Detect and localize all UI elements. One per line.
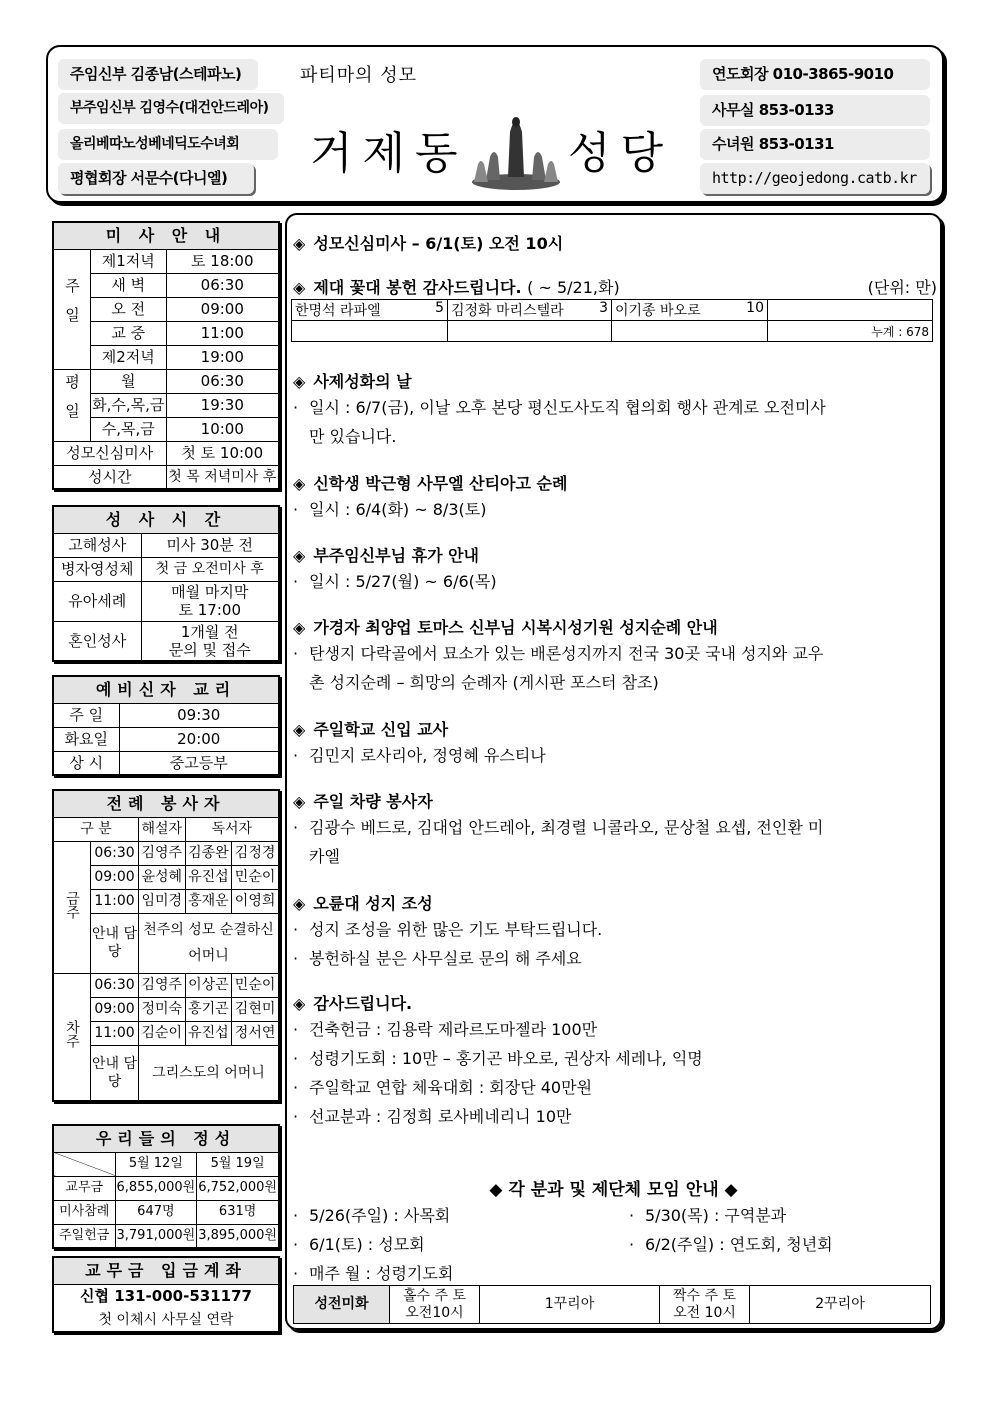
title-left: 거제동	[310, 128, 468, 179]
sunday-label: 주일	[53, 249, 91, 369]
cleaning-duty-table	[293, 1285, 931, 1324]
commentator-header: 해설자	[139, 817, 186, 841]
flower-donor: 한명석 라파엘 5	[292, 300, 448, 321]
account-note: 첫 이체시 사무실 연락	[53, 1308, 279, 1332]
notices-panel	[285, 213, 942, 1330]
convent-contact: 수녀원 853-0131	[700, 129, 930, 160]
flower-donor: 김정화 마리스텔라 3	[448, 300, 612, 321]
notice-bullet: · 김민지 로사리아, 정영혜 유스티나	[293, 746, 546, 765]
mass-name: 월	[91, 369, 167, 393]
catechumen-value: 09:30	[119, 703, 279, 727]
weekday-label: 평일	[53, 369, 91, 441]
guide-value: 그리스도의 어머니	[139, 1045, 280, 1101]
sacrament-name: 유아세례	[53, 581, 141, 621]
offering-value: 3,791,000원	[115, 1224, 197, 1248]
mass-name: 새 벽	[91, 273, 167, 297]
notice-heading: ◈ 사제성화의 날	[293, 372, 412, 391]
commentator: 정미숙	[139, 997, 186, 1021]
notice-bullet: · 성지 조성을 위한 많은 기도 부탁드립니다. · 봉헌하실 분은 사무실로 문의 해 주세요	[293, 920, 603, 968]
bulletin-header	[46, 45, 944, 203]
commentator: 임미경	[139, 889, 186, 913]
fatima-statue-logo	[466, 102, 566, 192]
time: 06:30	[91, 973, 139, 997]
council-label: 평협회장 서문수(다니엘)	[58, 163, 254, 194]
col-date: 5월 12일	[115, 1152, 197, 1176]
catechumen-day: 주 일	[53, 703, 119, 727]
offering-name: 미사참례	[53, 1200, 115, 1224]
flower-empty	[768, 300, 933, 321]
this-week-label: 금주	[53, 841, 91, 973]
mass-name: 화,수,목,금	[91, 393, 167, 417]
sacrament-value: 첫 금 오전미사 후	[141, 557, 279, 581]
mass-name: 오 전	[91, 297, 167, 321]
time: 11:00	[91, 1021, 139, 1045]
catechumen-table	[52, 675, 280, 776]
flower-empty	[292, 321, 448, 342]
reader: 이상곤	[185, 973, 232, 997]
mass-time: 첫 목 저녁미사 후	[166, 465, 279, 489]
meetings-list: · 5/26(주일) : 사목회 · 5/30(목) : 구역분과 · 6/1(토) : 성모회 · 6/2(주일) : 연도회, 청년회 · 매주 월 : 성령기도회	[293, 1206, 833, 1283]
sacraments-table	[52, 505, 280, 662]
time: 11:00	[91, 889, 139, 913]
catechumen-value: 20:00	[119, 727, 279, 751]
liturgy-ministers-table	[52, 789, 280, 1102]
reader: 민순이	[232, 973, 279, 997]
sacrament-name: 혼인성사	[53, 621, 141, 661]
sacraments-title: 성 사 시 간	[53, 506, 279, 533]
reader: 홍기곤	[185, 997, 232, 1021]
flower-total: 누계 : 678	[768, 321, 933, 342]
reader-header: 독서자	[185, 817, 279, 841]
mass-time: 19:00	[166, 345, 279, 369]
offering-value: 647명	[115, 1200, 197, 1224]
ministers-title: 전례 봉사자	[53, 790, 279, 817]
time: 09:00	[91, 865, 139, 889]
division-header: 구 분	[53, 817, 139, 841]
notice-heading: ◈ 주일 차량 봉사자	[293, 792, 433, 811]
mass-name: 교 중	[91, 321, 167, 345]
notice-bullet: · 탄생지 다락골에서 묘소가 있는 배론성지까지 전국 30곳 국내 성지와 교우 촌 성지순례 – 희망의 순례자 (게시판 포스터 참조)	[293, 644, 824, 692]
offering-value: 631명	[197, 1200, 279, 1224]
flower-empty	[612, 321, 768, 342]
diagonal-cell	[53, 1152, 115, 1176]
odd-week-group: 1꾸리아	[480, 1286, 660, 1324]
sacrament-value-line2: 문의 및 접수	[168, 640, 251, 659]
time: 06:30	[91, 841, 139, 865]
meetings-title: ◆ 각 분과 및 제단체 모임 안내 ◆	[489, 1180, 738, 1200]
flower-offering-table	[291, 299, 933, 342]
mass-time: 토 18:00	[166, 249, 279, 273]
notice-heading: ◈ 신학생 박근형 사무엘 산티아고 순례	[293, 474, 568, 493]
pastor-label: 주임신부 김종남(스테파노)	[58, 59, 258, 90]
sacrament-name: 병자영성체	[53, 557, 141, 581]
notice-heading: ◈ 부주임신부님 휴가 안내	[293, 546, 480, 565]
mass-time: 06:30	[166, 369, 279, 393]
mass-name: 성시간	[53, 465, 166, 489]
even-week-group: 2꾸리아	[750, 1286, 931, 1324]
catechumen-day: 화요일	[53, 727, 119, 751]
notice-heading: ◈ 주일학교 신입 교사	[293, 720, 449, 739]
reader: 김종완	[185, 841, 232, 865]
sacrament-value-line1: 1개월 전	[180, 622, 239, 641]
reader: 김현미	[232, 997, 279, 1021]
reader: 이영희	[232, 889, 279, 913]
notice-bullet: · 김광수 베드로, 김대업 안드레아, 최경렬 니콜라오, 문상철 요셉, 전인환 미 카엘	[293, 818, 824, 866]
offering-title: 우리들의 정성	[53, 1125, 279, 1152]
mass-name: 제1저녁	[91, 249, 167, 273]
time: 09:00	[91, 997, 139, 1021]
account-title: 교무금 입금계좌	[53, 1257, 279, 1284]
mass-time: 11:00	[166, 321, 279, 345]
sacrament-value-line2: 토 17:00	[178, 601, 241, 619]
offering-value: 3,895,000원	[197, 1224, 279, 1248]
notice-bullet: · 일시 : 5/27(월) ~ 6/6(목)	[293, 572, 497, 591]
account-number: 신협 131-000-531177	[53, 1284, 279, 1308]
mass-name: 수,목,금	[91, 417, 167, 441]
flower-donor: 이기종 바오로 10	[612, 300, 768, 321]
sacrament-value: 미사 30분 전	[141, 533, 279, 557]
notice-heading: ◈ 제대 꽃대 봉헌 감사드립니다. ( ~ 5/21,화) (단위: 만)	[293, 278, 937, 297]
mass-time: 06:30	[166, 273, 279, 297]
sacrament-value	[141, 581, 279, 621]
mass-time: 첫 토 10:00	[166, 441, 279, 465]
commentator: 윤성혜	[139, 865, 186, 889]
assistant-pastor-label: 부주임신부 김영수(대건안드레아)	[58, 93, 284, 124]
mass-schedule-table	[52, 221, 280, 490]
catechumen-day: 상 시	[53, 751, 119, 775]
mass-name: 제2저녁	[91, 345, 167, 369]
title-right: 성당	[568, 128, 674, 179]
offering-value: 6,752,000원	[197, 1176, 279, 1200]
reader: 김정경	[232, 841, 279, 865]
office-contact: 사무실 853-0133	[700, 95, 930, 126]
notice-heading: ◈ 감사드립니다.	[293, 994, 413, 1013]
guide-value: 천주의 성모 순결하신 어머니	[139, 913, 280, 973]
flower-empty	[448, 321, 612, 342]
catechumen-title: 예비신자 교리	[53, 676, 279, 703]
guide-label: 안내 담당	[91, 1045, 139, 1101]
reader: 유진섭	[185, 865, 232, 889]
offering-name: 교무금	[53, 1176, 115, 1200]
next-week-label: 차주	[53, 973, 91, 1101]
subtitle: 파티마의 성모	[300, 65, 418, 86]
notice-bullet: · 일시 : 6/4(화) ~ 8/3(토)	[293, 500, 487, 519]
mass-title: 미 사 안 내	[53, 222, 279, 249]
website-link[interactable]: http://geojedong.catb.kr	[700, 163, 930, 194]
duty-label: 성전미화	[294, 1286, 390, 1324]
reader: 홍재운	[185, 889, 232, 913]
odd-week: 홀수 주 토 오전10시	[390, 1286, 480, 1324]
mass-time: 10:00	[166, 417, 279, 441]
commentator: 김영주	[139, 973, 186, 997]
reader: 유진섭	[185, 1021, 232, 1045]
offering-name: 주일헌금	[53, 1224, 115, 1248]
sisters-label: 올리베따노성베네딕도수녀회	[58, 129, 278, 160]
commentator: 김영주	[139, 841, 186, 865]
notice-heading: ◈ 오륜대 성지 조성	[293, 894, 433, 913]
commentator: 김순이	[139, 1021, 186, 1045]
col-date: 5월 19일	[197, 1152, 279, 1176]
offering-table	[52, 1124, 280, 1249]
sacrament-value-line1: 매월 마지막	[171, 583, 249, 601]
mass-name: 성모신심미사	[53, 441, 166, 465]
sacrament-name: 고해성사	[53, 533, 141, 557]
notice-heading: ◈ 가경자 최양업 토마스 신부님 시복시성기원 성지순례 안내	[293, 618, 718, 637]
reader: 정서연	[232, 1021, 279, 1045]
sacrament-value	[141, 621, 279, 661]
even-week: 짝수 주 토 오전 10시	[660, 1286, 750, 1324]
mass-time: 19:30	[166, 393, 279, 417]
offering-value: 6,855,000원	[115, 1176, 197, 1200]
guide-label: 안내 담당	[91, 913, 139, 973]
catechumen-value: 중고등부	[119, 751, 279, 775]
mass-time: 09:00	[166, 297, 279, 321]
chair-contact: 연도회장 010-3865-9010	[700, 59, 930, 90]
account-table	[52, 1256, 280, 1333]
notice-heading: ◈ 성모신심미사 – 6/1(토) 오전 10시	[293, 234, 564, 253]
notice-bullet: · 일시 : 6/7(금), 이날 오후 본당 평신도사도직 협의회 행사 관계로 오전미사 만 있습니다.	[293, 398, 826, 446]
reader: 민순이	[232, 865, 279, 889]
notice-bullet: · 건축헌금 : 김용락 제라르도마젤라 100만 · 성령기도회 : 10만 – 홍기곤 바오로, 권상자 세레나, 익명 · 주일학교 연합 체육대회 : 회장단 40만원 · 선교분과 : 김정희 로사베네리니 10만	[293, 1020, 703, 1126]
